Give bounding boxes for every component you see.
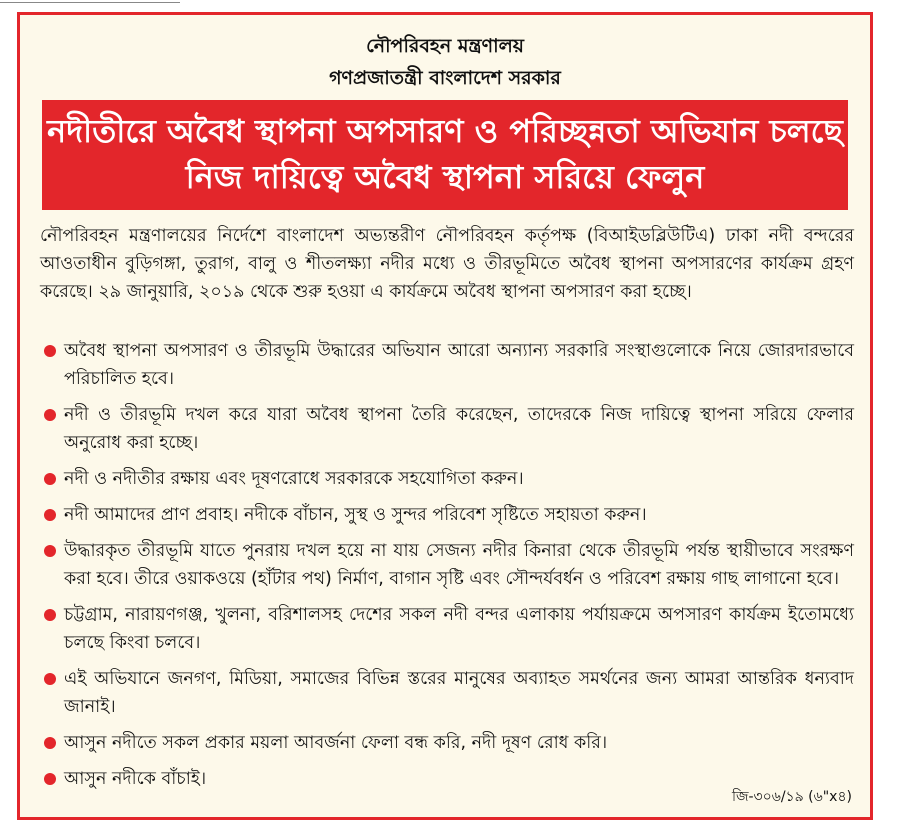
bullet-item <box>40 729 854 757</box>
bullet-text: অবৈধ স্থাপনা অপসারণ ও তীরভূমি উদ্ধারের অভিযান আরো অন্যান্য সরকারি সংস্থাগুলোকে নিয়ে জোরদারভাবে পরিচালিত হবে। <box>64 341 854 389</box>
bullet-item <box>40 465 854 493</box>
cropped-text-line <box>0 2 180 3</box>
bullet-text: চট্টগ্রাম, নারায়ণগঞ্জ, খুলনা, বরিশালসহ দেশের সকল নদী বন্দর এলাকায় পর্যায়ক্রমে অপসারণ কার্যক্রম ইতোমধ্যে চলছে কিংবা চলবে। <box>64 605 854 653</box>
bullet-text: আসুন নদীকে বাঁচাই। <box>64 769 207 789</box>
bullet-text: উদ্ধারকৃত তীরভূমি যাতে পুনরায় দখল হয়ে না যায় সেজন্য নদীর কিনারা থেকে তীরভূমি পর্যন্ত স্থায়ীভাবে সংরক্ষণ করা হবে। তীরে ওয়াকওয়ে (হাঁটার পথ) নির্মাণ, বাগান সৃষ্টি এবং সৌন্দর্যবর্ধন ও পরিবেশ রক্ষায় গাছ লাগানো হবে। <box>64 541 854 589</box>
bullet-item <box>40 401 854 457</box>
bullet-item <box>40 537 854 593</box>
ministry-name: নৌপরিবহন মন্ত্রণালয় <box>366 35 524 57</box>
red-dot-icon <box>44 473 56 485</box>
intro-paragraph: নৌপরিবহন মন্ত্রণালয়ের নির্দেশে বাংলাদেশ অভ্যন্তরীণ নৌপরিবহন কর্তৃপক্ষ (বিআইডব্লিউটিএ) ঢাকা নদী বন্দরের আওতাধীন বুড়িগঙ্গা, তুরাগ, বালু ও শীতলক্ষ্যা নদীর মধ্যে ও তীরভূমিতে অবৈধ স্থাপনা অপসারণের কার্যক্রম গ্রহণ করেছে। ২৯ জানুয়ারি, ২০১৯ থেকে শুরু হওয়া এ কার্যক্রমে অবৈধ স্থাপনা অপসারণ করা হচ্ছে। <box>40 226 854 302</box>
headline-line-2: নিজ দায়িত্বে অবৈধ স্থাপনা সরিয়ে ফেলুন <box>185 158 705 196</box>
red-dot-icon <box>44 609 56 621</box>
government-name: গণপ্রজাতন্ত্রী বাংলাদেশ সরকার <box>329 67 561 89</box>
bullet-text: নদী ও তীরভূমি দখল করে যারা অবৈধ স্থাপনা তৈরি করেছেন, তাদেরকে নিজ দায়িত্বে স্থাপনা সরিয়ে ফেলার অনুরোধ করা হচ্ছে। <box>64 405 854 453</box>
red-dot-icon <box>44 545 56 557</box>
bullet-item <box>40 337 854 393</box>
bullet-list <box>40 337 854 801</box>
red-dot-icon <box>44 673 56 685</box>
bullet-text: আসুন নদীতে সকল প্রকার ময়লা আবর্জনা ফেলা বন্ধ করি, নদী দূষণ রোধ করি। <box>64 733 608 753</box>
red-dot-icon <box>44 737 56 749</box>
reference-code: জি-৩০৬/১৯ (৬"x৪) <box>731 789 852 805</box>
bullet-item <box>40 665 854 721</box>
bullet-text: নদী ও নদীতীর রক্ষায় এবং দূষণরোধে সরকারকে সহযোগিতা করুন। <box>64 469 524 489</box>
red-dot-icon <box>44 345 56 357</box>
bullet-text: নদী আমাদের প্রাণ প্রবাহ। নদীকে বাঁচান, সুস্থ ও সুন্দর পরিবেশ সৃষ্টিতে সহায়তা করুন। <box>64 505 647 525</box>
top-crop-strip <box>0 0 180 5</box>
bullet-text: এই অভিযানে জনগণ, মিডিয়া, সমাজের বিভিন্ন স্তরের মানুষের অব্যাহত সমর্থনের জন্য আমরা আন্তরিক ধন্যবাদ জানাই। <box>64 669 854 717</box>
bullet-item <box>40 601 854 657</box>
headline-banner <box>42 100 848 210</box>
red-dot-icon <box>44 409 56 421</box>
bullet-item <box>40 501 854 529</box>
red-dot-icon <box>44 773 56 785</box>
headline-line-1: নদীতীরে অবৈধ স্থাপনা অপসারণ ও পরিচ্ছন্নতা অভিযান চলছে <box>47 112 843 150</box>
advertisement-frame <box>17 12 873 820</box>
red-dot-icon <box>44 509 56 521</box>
